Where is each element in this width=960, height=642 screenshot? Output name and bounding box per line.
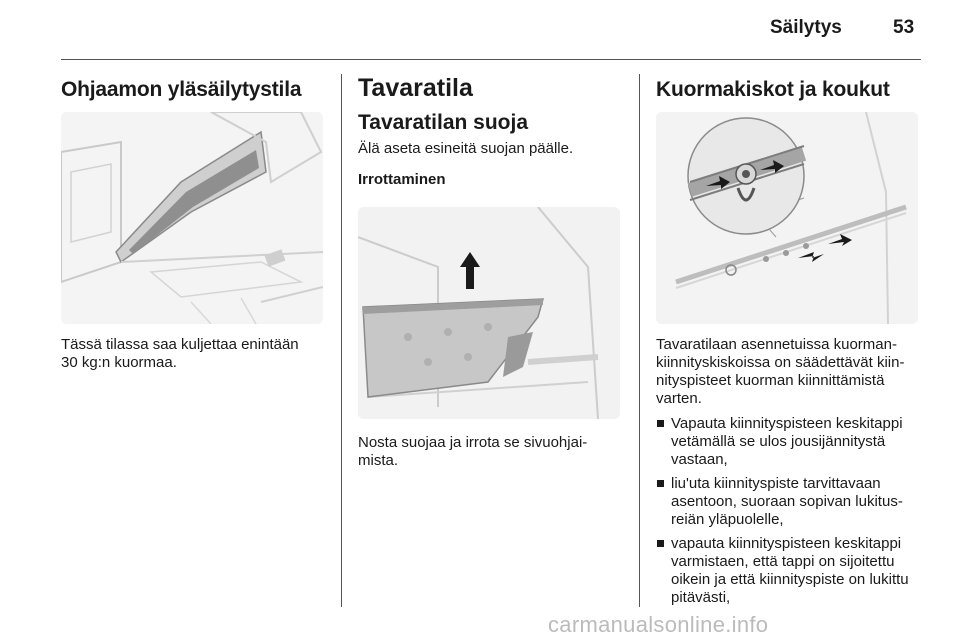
- text-line: Nosta suojaa ja irrota se sivuohjai-: [358, 434, 588, 451]
- text-line: liu'uta kiinnityspiste tarvittavaan: [671, 475, 881, 492]
- column-1: [61, 78, 331, 102]
- bullet-square-icon: [657, 420, 664, 427]
- cabin-overhead-storage-icon: [61, 112, 323, 324]
- text-line: asentoon, suoraan sopivan lukitus-: [671, 493, 903, 510]
- column-3: [656, 78, 924, 102]
- load-rails-hooks-icon: [656, 112, 918, 324]
- column-divider-2: [639, 74, 640, 607]
- text-line: 30 kg:n kuormaa.: [61, 354, 177, 371]
- cargo-cover-intro: Älä aseta esineitä suojan päälle.: [358, 140, 574, 157]
- header-title: Säilytys: [770, 17, 842, 38]
- text-line: kiinnityskiskoissa on säädettävät kiin-: [656, 354, 905, 371]
- text-line: pitävästi,: [671, 589, 731, 606]
- text-line: vastaan,: [671, 451, 728, 468]
- text-line: vetämällä se ulos jousijännitystä: [671, 433, 886, 450]
- list-item: [656, 415, 926, 469]
- section-heading-cargo-area: Tavaratila: [358, 74, 473, 102]
- text-line: Tavaratilaan asennetuissa kuorman-: [656, 336, 897, 353]
- text-line: mista.: [358, 452, 399, 469]
- bullet-square-icon: [657, 480, 664, 487]
- load-rails-figure: [656, 112, 918, 324]
- cabin-storage-figure: [61, 112, 323, 324]
- cabin-storage-text: [61, 336, 331, 372]
- removal-label: Irrottaminen: [358, 171, 446, 188]
- section-heading-load-rails: Kuormakiskot ja koukut: [656, 78, 890, 101]
- text-line: Tässä tilassa saa kuljettaa enintään: [61, 336, 299, 353]
- text-line: varten.: [656, 390, 702, 407]
- text-line: varmistaen, että tappi on sijoitettu: [671, 553, 895, 570]
- column-divider-1: [341, 74, 342, 607]
- list-item: [656, 535, 926, 607]
- text-line: nityspisteet kuorman kiinnittämistä: [656, 372, 885, 389]
- column-2: [358, 74, 630, 189]
- bullet-square-icon: [657, 540, 664, 547]
- text-line: reiän yläpuolelle,: [671, 511, 784, 528]
- text-line: oikein ja että kiinnityspiste on lukittu: [671, 571, 909, 588]
- section-heading-cabin-storage: Ohjaamon yläsäilytystila: [61, 78, 302, 101]
- load-rails-intro: [656, 336, 926, 408]
- text-line: Vapauta kiinnityspisteen keskitappi: [671, 415, 903, 432]
- text-line: vapauta kiinnityspisteen keskitappi: [671, 535, 902, 552]
- page-number: 53: [893, 17, 915, 38]
- subheading-cargo-cover: Tavaratilan suoja: [358, 111, 529, 134]
- cargo-cover-text: [358, 434, 630, 470]
- list-item: [656, 475, 926, 529]
- watermark[interactable]: carmanualsonline.info: [548, 612, 769, 637]
- header-rule: [61, 59, 921, 60]
- cargo-cover-removal-icon: [358, 207, 620, 419]
- instruction-list: [656, 415, 926, 607]
- cargo-cover-figure: [358, 207, 620, 419]
- load-rails-text: [656, 336, 926, 613]
